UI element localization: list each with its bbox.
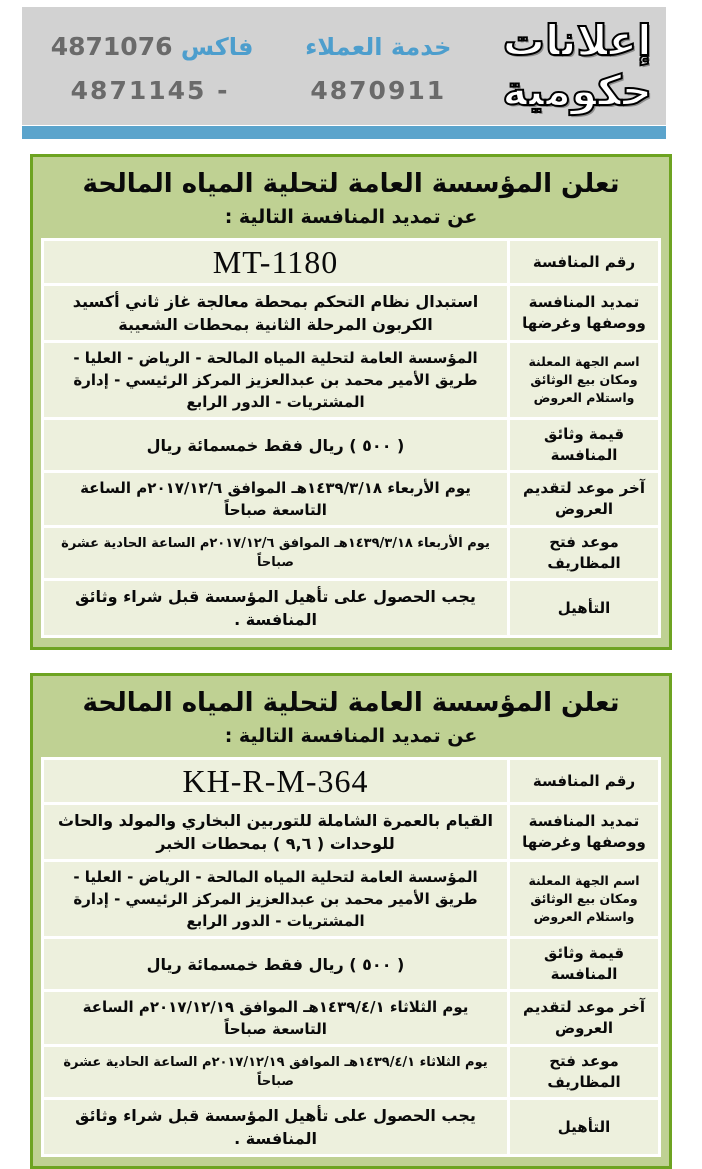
row-label: قيمة وثائق المنافسة <box>510 420 658 470</box>
row-label: قيمة وثائق المنافسة <box>510 939 658 989</box>
row-value: المؤسسة العامة لتحلية المياه المالحة - الرياض - العليا - طريق الأمير محمد بن عبدالعزيز المركز الرئيسي - إدارة المشتريات - الدور الرابع <box>44 862 507 936</box>
row-value: استبدال نظام التحكم بمحطة معالجة غاز ثاني أكسيد الكربون المرحلة الثانية بمحطات الشعيبة <box>44 286 507 340</box>
card-2-title: تعلن المؤسسة العامة لتحلية المياه المالحة <box>82 688 620 718</box>
table-row-document-price <box>44 420 658 470</box>
card-2-header <box>33 676 669 757</box>
table-row-competition-number <box>44 241 658 283</box>
fax-number-secondary: 4871145 - <box>70 75 230 105</box>
table-row-document-price <box>44 939 658 989</box>
table-row-entity <box>44 343 658 417</box>
row-label: موعد فتح المظاريف <box>510 528 658 578</box>
announcement-card-2 <box>30 673 672 1169</box>
row-label: آخر موعد لتقديم العروض <box>510 473 658 525</box>
blue-divider-bar <box>22 126 666 139</box>
table-row-entity <box>44 862 658 936</box>
row-label: رقم المنافسة <box>510 760 658 802</box>
row-value: يجب الحصول على تأهيل المؤسسة قبل شراء وثائق المنافسة . <box>44 1100 507 1154</box>
row-label: التأهيل <box>510 581 658 635</box>
row-value: يوم الأربعاء ١٤٣٩/٣/١٨هـ الموافق ٢٠١٧/١٢/٦م الساعة التاسعة صباحاً <box>44 473 507 525</box>
section-title-line2: حكومية <box>502 66 652 115</box>
table-row-competition-number <box>44 760 658 802</box>
fax-number-primary: 4871076 <box>50 31 173 61</box>
fax-block <box>36 28 264 105</box>
card-2-subtitle: عن تمديد المنافسة التالية : <box>224 725 478 747</box>
row-label: التأهيل <box>510 1100 658 1154</box>
card-1-header <box>33 157 669 238</box>
row-label: موعد فتح المظاريف <box>510 1047 658 1097</box>
row-label: اسم الجهة المعلنة ومكان بيع الوثائق واستلام العروض <box>510 343 658 417</box>
customer-service-block <box>264 28 492 105</box>
row-value: يوم الثلاثاء ١٤٣٩/٤/١هـ الموافق ٢٠١٧/١٢/١٩م الساعة التاسعة صباحاً <box>44 992 507 1044</box>
row-label: تمديد المنافسة ووصفها وغرضها <box>510 286 658 340</box>
table-row-envelope-opening <box>44 1047 658 1097</box>
card-1-subtitle: عن تمديد المنافسة التالية : <box>224 206 478 228</box>
table-row-submission-deadline <box>44 992 658 1044</box>
section-title-line1: إعلانات <box>502 16 652 65</box>
section-title <box>492 16 652 116</box>
row-label: اسم الجهة المعلنة ومكان بيع الوثائق واستلام العروض <box>510 862 658 936</box>
row-value: ( ٥٠٠ ) ريال فقط خمسمائة ريال <box>44 939 507 989</box>
newspaper-page <box>0 7 702 1148</box>
table-row-qualification <box>44 1100 658 1154</box>
announcement-card-1 <box>30 154 672 650</box>
table-row-envelope-opening <box>44 528 658 578</box>
row-value: ( ٥٠٠ ) ريال فقط خمسمائة ريال <box>44 420 507 470</box>
table-row-qualification <box>44 581 658 635</box>
row-value: KH-R-M-364 <box>44 760 507 802</box>
card-1-table <box>41 238 661 638</box>
row-value: يوم الثلاثاء ١٤٣٩/٤/١هـ الموافق ٢٠١٧/١٢/١٩م الساعة الحادية عشرة صباحاً <box>44 1047 507 1097</box>
row-label: آخر موعد لتقديم العروض <box>510 992 658 1044</box>
fax-label: فاكس <box>180 32 254 61</box>
row-value: القيام بالعمرة الشاملة للتوربين البخاري والمولد والحاث للوحدات ( ٩,٦ ) بمحطات الخبر <box>44 805 507 859</box>
card-1-title: تعلن المؤسسة العامة لتحلية المياه المالحة <box>82 169 620 199</box>
masthead <box>22 7 666 125</box>
row-value: المؤسسة العامة لتحلية المياه المالحة - الرياض - العليا - طريق الأمير محمد بن عبدالعزيز المركز الرئيسي - إدارة المشتريات - الدور الرابع <box>44 343 507 417</box>
customer-service-label: خدمة العملاء <box>305 32 452 61</box>
row-value: MT-1180 <box>44 241 507 283</box>
row-label: رقم المنافسة <box>510 241 658 283</box>
card-2-table <box>41 757 661 1157</box>
table-row-submission-deadline <box>44 473 658 525</box>
row-value: يجب الحصول على تأهيل المؤسسة قبل شراء وثائق المنافسة . <box>44 581 507 635</box>
row-value: يوم الأربعاء ١٤٣٩/٣/١٨هـ الموافق ٢٠١٧/١٢/٦م الساعة الحادية عشرة صباحاً <box>44 528 507 578</box>
customer-service-number: 4870911 <box>310 75 447 105</box>
row-label: تمديد المنافسة ووصفها وغرضها <box>510 805 658 859</box>
table-row-description <box>44 286 658 340</box>
table-row-description <box>44 805 658 859</box>
